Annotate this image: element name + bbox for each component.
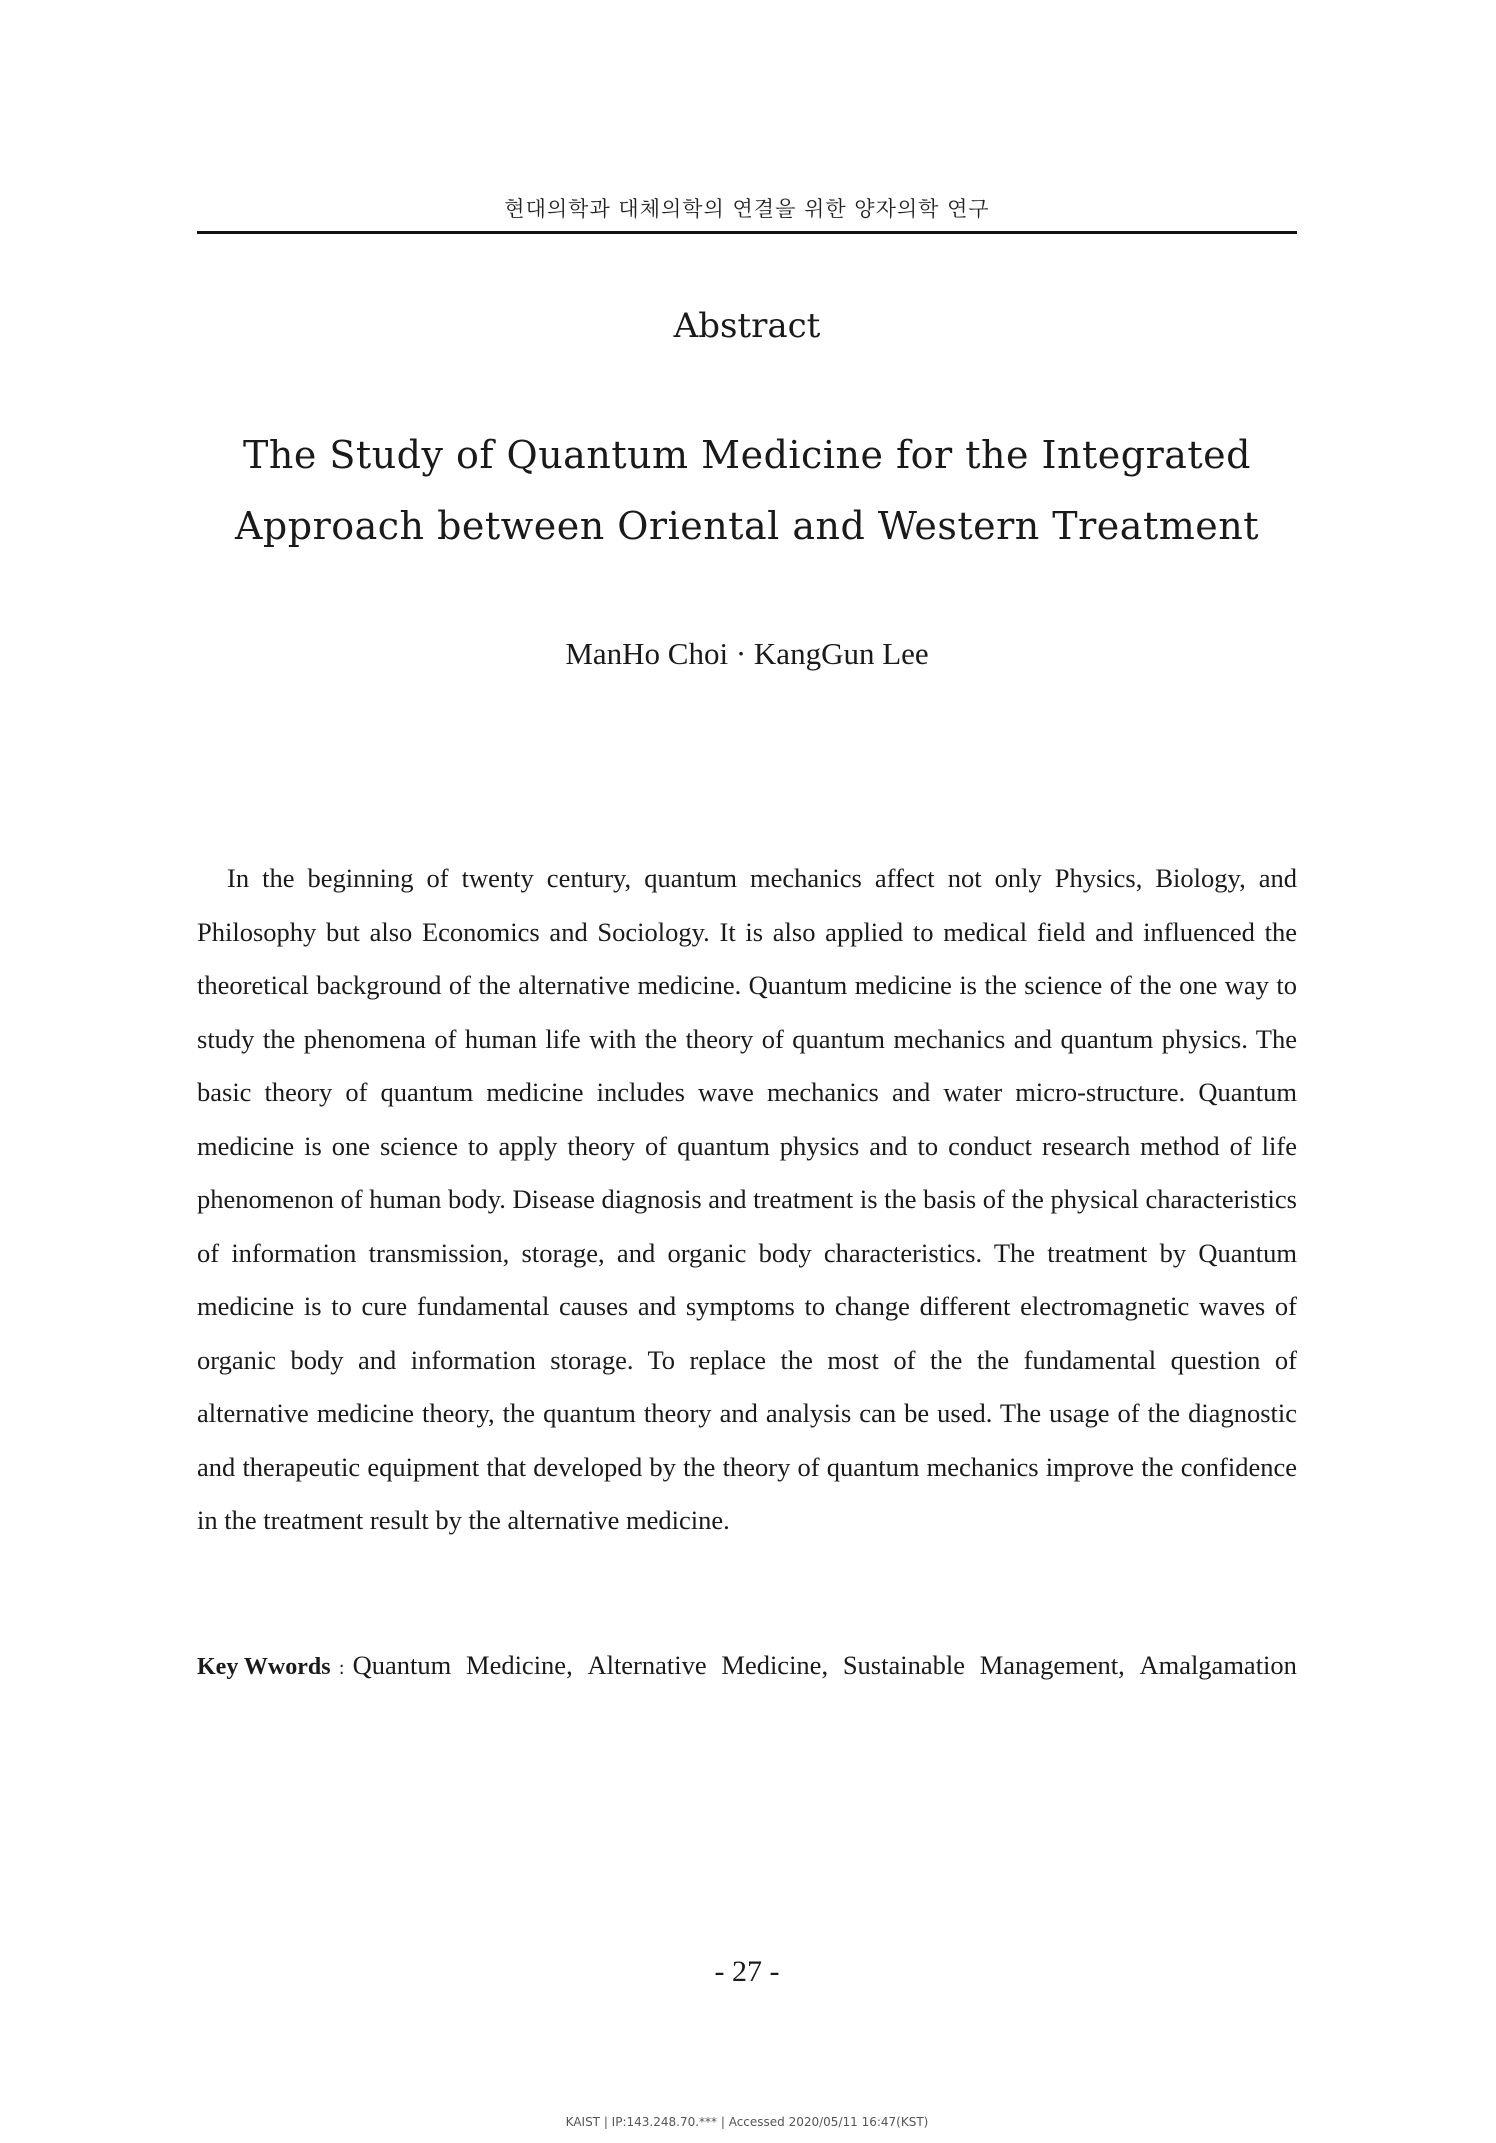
keyword-word: Amalgamation — [1139, 1650, 1297, 1680]
authors: ManHo Choi · KangGun Lee — [565, 636, 929, 671]
keyword-word: Medicine, — [721, 1650, 829, 1680]
header-rule — [197, 231, 1297, 234]
keyword-word: Quantum — [352, 1650, 452, 1680]
running-header: 현대의학과 대체의학의 연결을 위한 양자의학 연구 — [504, 197, 990, 221]
keywords-label: Key Wwords — [197, 1654, 331, 1680]
keywords-values — [353, 1650, 1297, 1681]
abstract-body: In the beginning of twenty century, quantum mechanics affect not only Physics, Biology, and Philosophy but also Economics and Sociology. It is also applied to medical field and influenced the theoretical background of the alternative medicine. Quantum medicine is the science of the one way to study the phenomena of human life with the theory of quantum mechanics and quantum physics. The basic theory of quantum medicine includes wave mechanics and water micro-structure. Quantum medicine is one science to apply theory of quantum physics and to conduct research method of life phenomenon of human body. Disease diagnosis and treatment is the basis of the physical characteristics of information transmission, storage, and organic body characteristics. The treatment by Quantum medicine is to cure fundamental causes and symptoms to change different electromagnetic waves of organic body and information storage. To replace the most of the the fundamental question of alternative medicine theory, the quantum theory and analysis can be used. The usage of the diagnostic and therapeutic equipment that developed by the theory of quantum mechanics improve the confidence in the treatment result by the alternative medicine. — [197, 863, 1297, 1535]
page-number: - 27 - — [714, 1955, 780, 1988]
paper-title-line-1: The Study of Quantum Medicine for the Integrated — [243, 433, 1251, 477]
keyword-word: Sustainable — [842, 1650, 965, 1680]
paper-title — [197, 420, 1297, 562]
abstract-heading: Abstract — [673, 306, 821, 346]
keyword-word: Management, — [979, 1650, 1125, 1680]
access-footer: KAIST | IP:143.248.70.*** | Accessed 2020/05/11 16:47(KST) — [565, 2115, 929, 2129]
keywords — [197, 1650, 1297, 1681]
keyword-word: Medicine, — [466, 1650, 573, 1680]
keywords-separator: : — [338, 1658, 345, 1679]
paper-title-line-2: Approach between Oriental and Western Treatment — [234, 504, 1259, 548]
keyword-word: Alternative — [587, 1650, 707, 1680]
